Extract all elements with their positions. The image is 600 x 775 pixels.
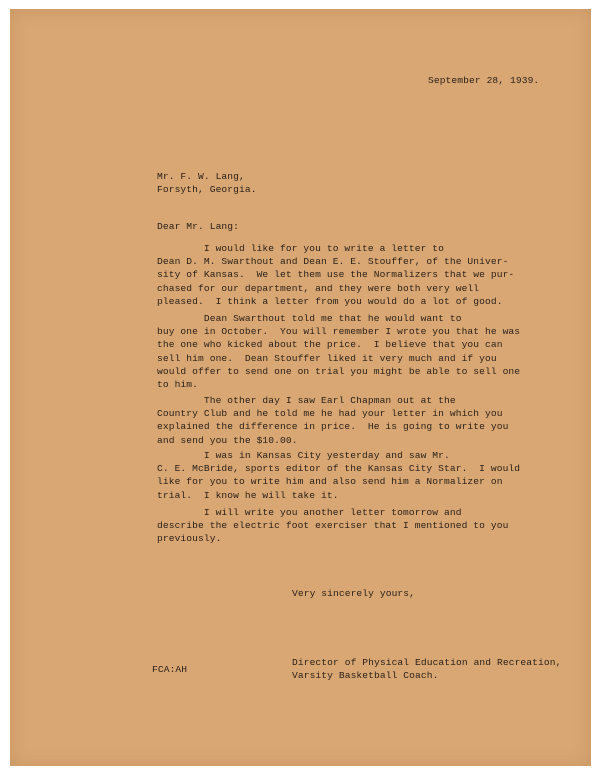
body-line: sell him one. Dean Stouffer liked it very much and if you (157, 352, 497, 364)
recipient-location: Forsyth, Georgia. (157, 184, 257, 196)
body-line: Dean D. M. Swarthout and Dean E. E. Stouffer, of the Univer- (157, 256, 509, 268)
body-line: would offer to send one on trial you might be able to sell one (157, 365, 521, 377)
body-line: trial. I know he will take it. (157, 489, 339, 501)
body-line: Country Club and he told me he had your letter in which you (157, 408, 503, 420)
recipient-address (157, 170, 257, 196)
body-line: C. E. McBride, sports editor of the Kansas City Star. I would (157, 463, 521, 475)
body-paragraph (157, 394, 508, 447)
body-paragraph (157, 506, 508, 546)
body-line: the one who kicked about the price. I believe that you can (157, 339, 503, 351)
body-line: like for you to write him and also send him a Normalizer on (157, 476, 503, 488)
body-line: I was in Kansas City yesterday and saw Mr. (157, 450, 450, 461)
body-line: The other day I saw Earl Chapman out at the (157, 395, 456, 406)
body-line: chased for our department, and they were both very well (157, 282, 480, 294)
body-line: to him. (157, 379, 199, 391)
typist-initials: FCA:AH (152, 664, 188, 675)
body-line: Dean Swarthout told me that he would want to (157, 313, 462, 324)
body-line: explained the difference in price. He is going to write you (157, 421, 509, 433)
body-paragraph (157, 242, 514, 308)
body-line: buy one in October. You will remember I wrote you that he was (157, 326, 521, 338)
salutation: Dear Mr. Lang: (157, 221, 240, 232)
body-line: I would like for you to write a letter to (157, 243, 445, 254)
recipient-name: Mr. F. W. Lang, (157, 171, 245, 182)
signature-line: Director of Physical Education and Recreation, (292, 657, 562, 668)
body-line: previously. (157, 533, 222, 545)
body-line: pleased. I think a letter from you would do a lot of good. (157, 295, 503, 307)
body-paragraph (157, 449, 520, 502)
closing: Very sincerely yours, (292, 588, 416, 599)
body-line: sity of Kansas. We let them use the Normalizers that we pur- (157, 269, 515, 281)
body-paragraph (157, 312, 520, 391)
body-line: describe the electric foot exerciser that I mentioned to you (157, 520, 509, 532)
letter-date: September 28, 1939. (428, 75, 540, 86)
signature-title (292, 656, 561, 682)
body-line: I will write you another letter tomorrow and (157, 507, 462, 518)
body-line: and send you the $10.00. (157, 434, 298, 446)
signature-line: Varsity Basketball Coach. (292, 670, 439, 682)
